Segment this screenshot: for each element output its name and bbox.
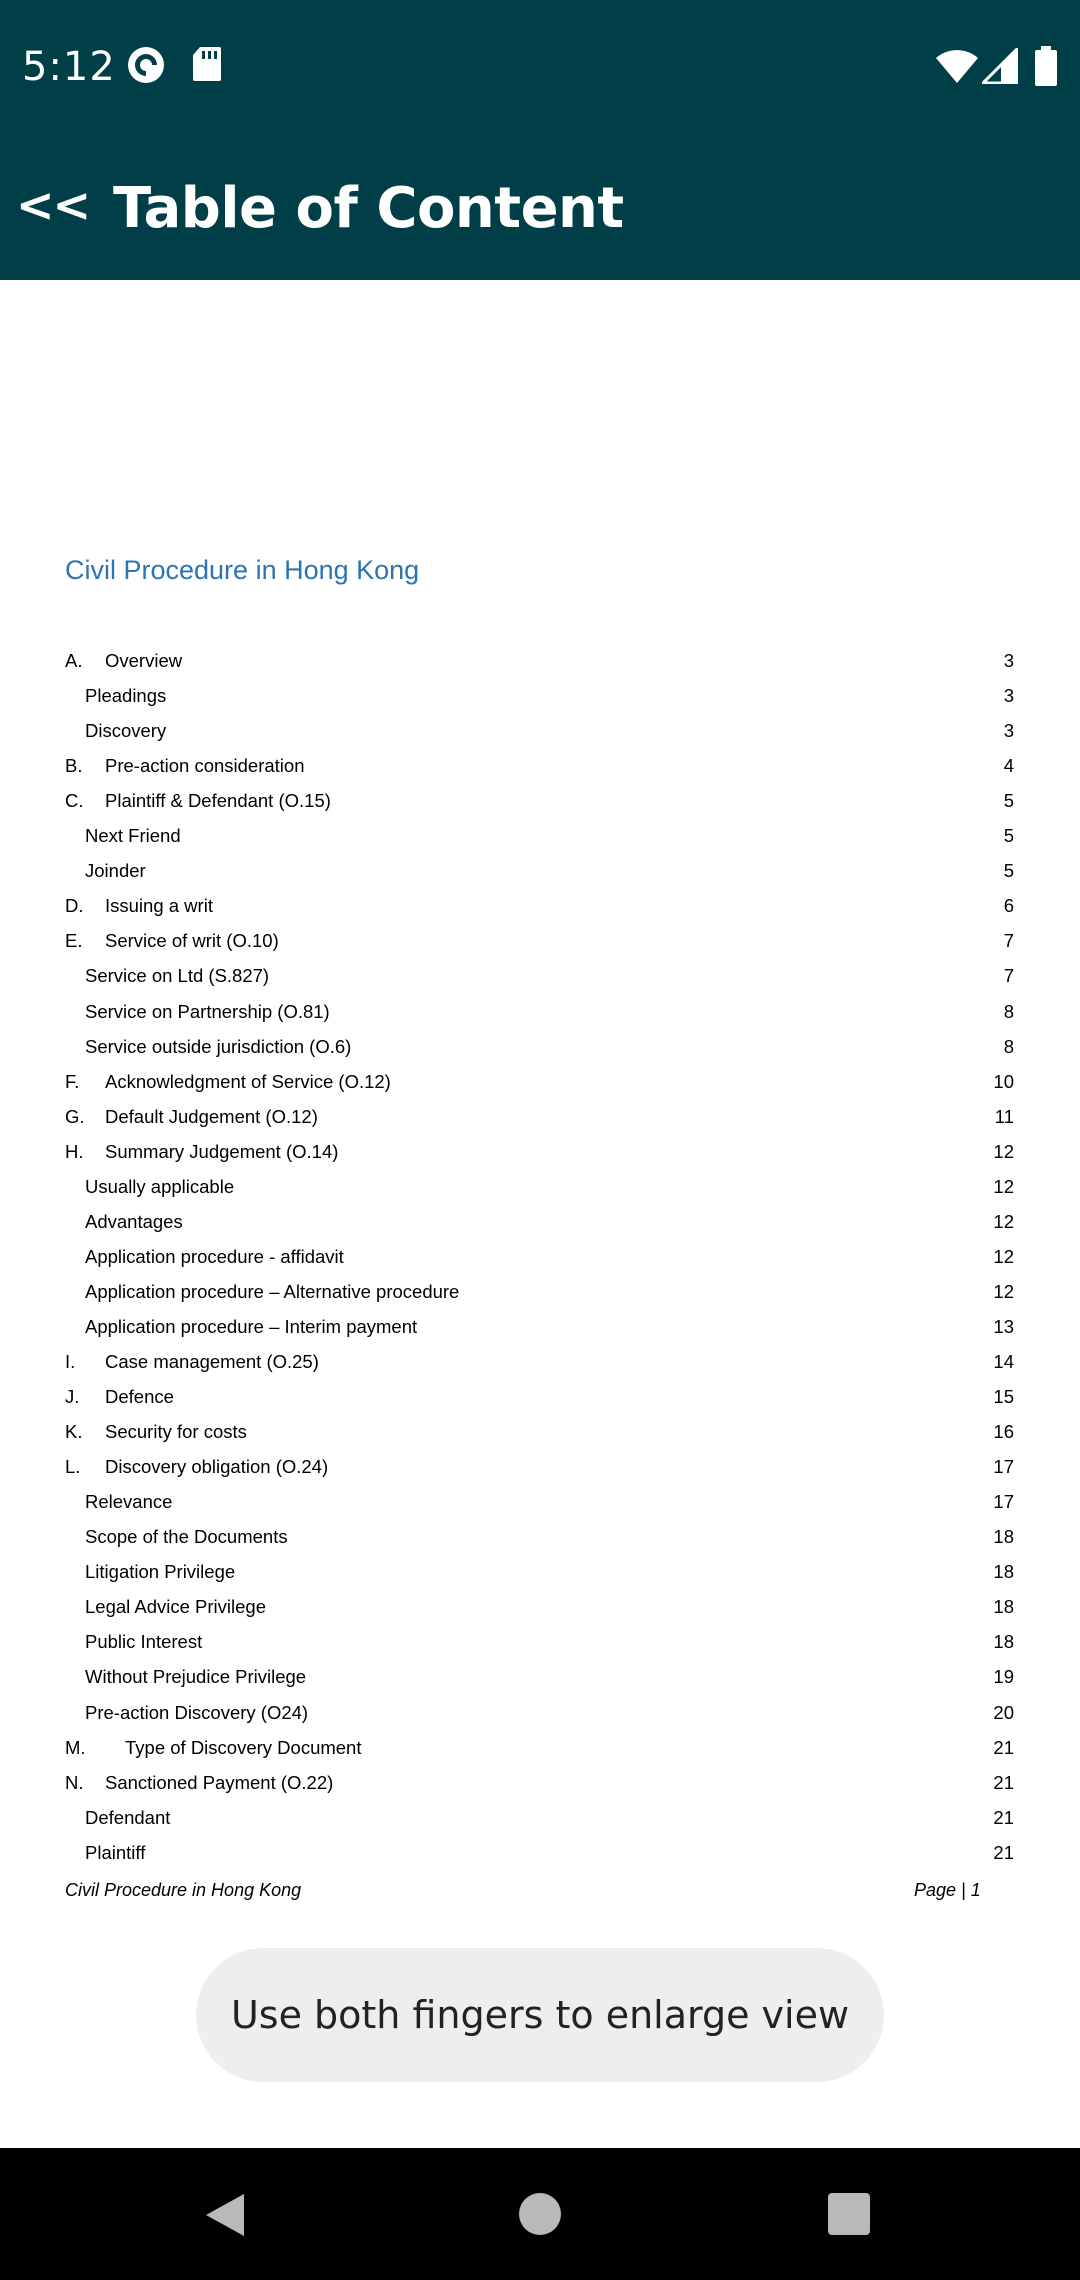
toc-entry-page: 3 <box>1003 720 1014 742</box>
toc-entry-label: Advantages <box>85 1210 183 1232</box>
toc-entry-label: Service of writ (O.10) <box>105 930 279 952</box>
toc-entry-label: Legal Advice Privilege <box>85 1596 266 1618</box>
toc-entry-page: 6 <box>1003 895 1014 917</box>
toc-entry-letter: J. <box>65 1386 80 1408</box>
back-icon[interactable] <box>204 2192 246 2243</box>
toc-entry-page: 12 <box>993 1245 1014 1267</box>
toc-entry-letter: A. <box>65 650 83 671</box>
footer-title: Civil Procedure in Hong Kong <box>65 1880 302 1900</box>
toc-entry-page: 19 <box>993 1666 1014 1688</box>
toc-entry-label: Joinder <box>85 860 146 882</box>
toc-entry[interactable] <box>0 1526 1080 1561</box>
toc-entry-page: 7 <box>1003 965 1014 987</box>
toc-entry-label: Case management (O.25) <box>105 1351 319 1372</box>
toc-entry[interactable] <box>0 1176 1080 1211</box>
toc-entry[interactable] <box>0 1702 1080 1737</box>
toc-entry[interactable] <box>0 1001 1080 1036</box>
toc-entry-page: 8 <box>1003 1000 1014 1022</box>
toc-entry-letter: C. <box>65 790 84 812</box>
toc-entry-label: Pre-action consideration <box>105 755 305 777</box>
toc-entry[interactable] <box>0 1211 1080 1246</box>
toc-entry-page: 3 <box>1003 650 1014 671</box>
toc-entry-label: Litigation Privilege <box>85 1561 236 1583</box>
toc-entry-page: 21 <box>993 1736 1014 1758</box>
status-time: 5:12 <box>22 44 116 90</box>
toc-entry-page: 17 <box>993 1491 1014 1513</box>
toc-entry-page: 13 <box>993 1315 1014 1337</box>
toc-entry-label: Acknowledgment of Service (O.12) <box>105 1070 391 1092</box>
toc-entry-page: 12 <box>993 1140 1014 1162</box>
toc-entry[interactable] <box>0 1807 1080 1842</box>
toc-entry[interactable] <box>0 930 1080 965</box>
toc-entry-label: Summary Judgement (O.14) <box>105 1140 339 1162</box>
toc-entry-page: 21 <box>993 1806 1014 1828</box>
toc-entry-letter: D. <box>65 895 84 917</box>
toc-entry-letter: M. <box>65 1736 86 1758</box>
toc-entry-label: Public Interest <box>85 1631 203 1653</box>
toc-entry[interactable] <box>0 1491 1080 1526</box>
pocket-casts-icon <box>127 46 165 89</box>
toc-entry[interactable] <box>0 790 1080 825</box>
toc-entry-label: Application procedure – Alternative procedure <box>85 1280 460 1302</box>
toc-entry[interactable] <box>0 1351 1080 1386</box>
toc-entry-page: 14 <box>993 1351 1014 1372</box>
toc-entry-page: 17 <box>993 1456 1014 1478</box>
toc-entry[interactable] <box>0 1316 1080 1351</box>
toc-entry-page: 10 <box>993 1070 1014 1092</box>
toc-entry-label: Application procedure - affidavit <box>85 1245 344 1267</box>
toc-entry-page: 21 <box>993 1771 1014 1793</box>
toc-entry[interactable] <box>0 1036 1080 1071</box>
toc-entry-label: Service on Partnership (O.81) <box>85 1000 330 1022</box>
toc-entry-page: 5 <box>1003 825 1014 847</box>
toc-entry[interactable] <box>0 965 1080 1000</box>
toc-entry-label: Next Friend <box>85 825 181 847</box>
toc-entry[interactable] <box>0 1842 1080 1877</box>
toc-entry-label: Overview <box>105 650 183 671</box>
sd-card-icon <box>192 46 222 87</box>
document-view[interactable] <box>0 280 1080 2148</box>
toc-entry[interactable] <box>0 1141 1080 1176</box>
status-bar <box>0 0 1080 132</box>
toc-entry-page: 18 <box>993 1561 1014 1583</box>
toc-entry-letter: I. <box>65 1351 76 1372</box>
toc-entry-letter: E. <box>65 930 83 952</box>
toc-entry-page: 5 <box>1003 790 1014 812</box>
toc-entry[interactable] <box>0 1561 1080 1596</box>
toc-entry-page: 21 <box>993 1841 1014 1863</box>
toc-entry[interactable] <box>0 1666 1080 1701</box>
home-icon[interactable] <box>518 2192 562 2241</box>
toc-entry-page: 18 <box>993 1596 1014 1618</box>
toc-entry[interactable] <box>0 1596 1080 1631</box>
recents-icon[interactable] <box>828 2193 870 2240</box>
toc-entry-label: Sanctioned Payment (O.22) <box>105 1771 334 1793</box>
toc-entry-label: Usually applicable <box>85 1175 235 1197</box>
signal-icon <box>982 48 1018 89</box>
toc-entry-page: 18 <box>993 1631 1014 1653</box>
toc-entry-page: 18 <box>993 1526 1014 1548</box>
footer-page-number: Page | 1 <box>914 1880 981 1900</box>
toc-entry-page: 16 <box>993 1421 1014 1443</box>
toc-entry-label: Plaintiff & Defendant (O.15) <box>105 790 331 812</box>
toc-entry[interactable] <box>0 720 1080 755</box>
toc-entry-label: Discovery <box>85 720 167 742</box>
toc-entry-label: Service outside jurisdiction (O.6) <box>85 1035 352 1057</box>
toc-entry-page: 7 <box>1003 930 1014 952</box>
toc-entry-letter: N. <box>65 1771 84 1793</box>
toc-entry-page: 4 <box>1003 755 1014 777</box>
toc-entry-label: Pre-action Discovery (O24) <box>85 1701 309 1723</box>
toc-entry-letter: F. <box>65 1070 80 1092</box>
toc-entry[interactable] <box>0 1246 1080 1281</box>
toc-entry[interactable] <box>0 1106 1080 1141</box>
toc-entry[interactable] <box>0 1281 1080 1316</box>
toc-entry-letter: L. <box>65 1456 81 1478</box>
toc-entry-label: Defence <box>105 1386 174 1408</box>
toc-entry[interactable] <box>0 1772 1080 1807</box>
toc-entry-page: 8 <box>1003 1035 1014 1057</box>
toc-entry[interactable] <box>0 825 1080 860</box>
toc-entry-label: Defendant <box>85 1806 171 1828</box>
toc-entry-label: Issuing a writ <box>105 895 213 917</box>
battery-icon <box>1035 46 1057 91</box>
toc-entry-label: Discovery obligation (O.24) <box>105 1456 329 1478</box>
toc-entry-label: Default Judgement (O.12) <box>105 1105 318 1127</box>
toc-entry[interactable] <box>0 1631 1080 1666</box>
toc-entry[interactable] <box>0 650 1080 685</box>
back-button[interactable]: << <box>16 178 90 232</box>
toast-message: Use both fingers to enlarge view <box>196 1948 884 2082</box>
page-title: Table of Content <box>113 176 624 241</box>
toc-entry-page: 12 <box>993 1175 1014 1197</box>
toc-entry-label: Application procedure – Interim payment <box>85 1315 418 1337</box>
toc-entry[interactable] <box>0 1737 1080 1772</box>
toc-entry-label: Relevance <box>85 1491 173 1513</box>
toc-entry-letter: H. <box>65 1140 84 1162</box>
toc-entry[interactable] <box>0 755 1080 790</box>
toc-entry-label: Security for costs <box>105 1421 247 1443</box>
app-bar <box>0 132 1080 280</box>
toc-entry[interactable] <box>0 895 1080 930</box>
toc-entry[interactable] <box>0 1071 1080 1106</box>
toc-entry-letter: G. <box>65 1105 85 1127</box>
toc-entry[interactable] <box>0 1386 1080 1421</box>
toc-entry-page: 11 <box>994 1105 1014 1127</box>
toc-entry-page: 3 <box>1003 685 1014 707</box>
toc-entry[interactable] <box>0 860 1080 895</box>
toc-entry-page: 12 <box>993 1280 1014 1302</box>
toc-entry-page: 15 <box>993 1386 1014 1408</box>
toc-entry-letter: B. <box>65 755 83 777</box>
navigation-bar <box>0 2148 1080 2280</box>
toc-entry[interactable] <box>0 1456 1080 1491</box>
toc-entry[interactable] <box>0 685 1080 720</box>
toc-entry-label: Without Prejudice Privilege <box>85 1666 307 1688</box>
toc-entry-letter: K. <box>65 1421 83 1443</box>
toc-entry-page: 20 <box>993 1701 1014 1723</box>
toc-entry[interactable] <box>0 1421 1080 1456</box>
toc-entry-page: 5 <box>1003 860 1014 882</box>
toc-entry-label: Pleadings <box>85 685 167 707</box>
document-title: Civil Procedure in Hong Kong <box>65 555 420 585</box>
wifi-icon <box>935 48 979 89</box>
toc-entry-label: Service on Ltd (S.827) <box>85 965 270 987</box>
toc-entry-page: 12 <box>993 1210 1014 1232</box>
toc-entry-label: Type of Discovery Document <box>125 1736 362 1758</box>
toc-entry-label: Scope of the Documents <box>85 1526 288 1548</box>
toc-entry-label: Plaintiff <box>85 1841 146 1863</box>
